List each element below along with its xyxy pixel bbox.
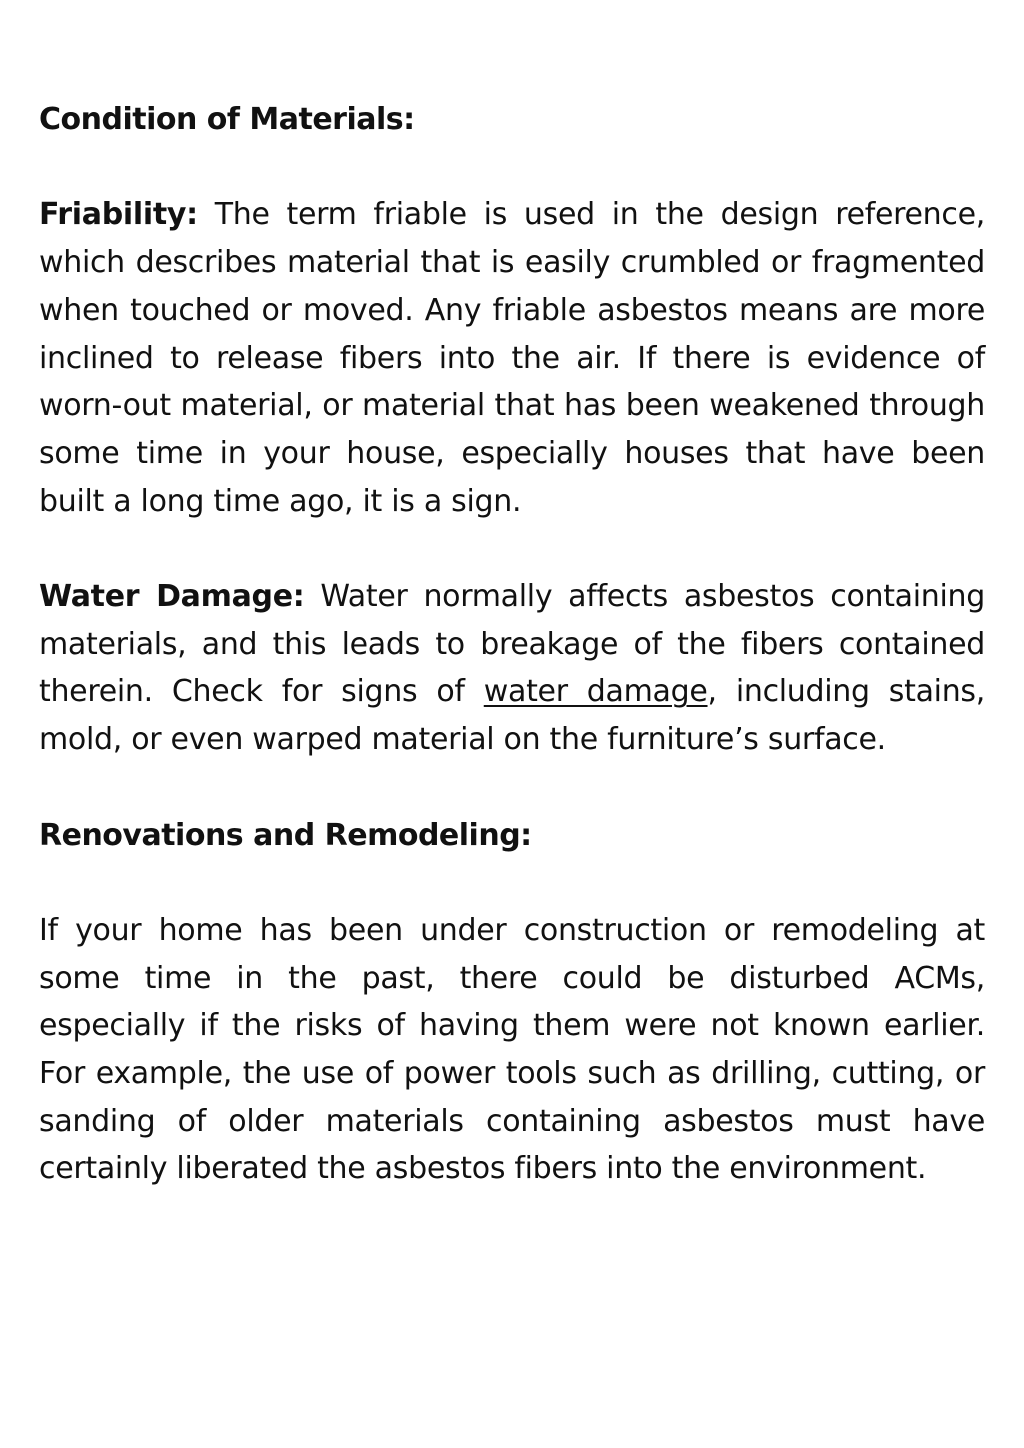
spacer <box>39 764 985 812</box>
water-damage-label: Water Damage: <box>39 579 305 614</box>
water-damage-text-after: , including stains, mold, or even warped material on the furniture’s surface. <box>39 674 986 758</box>
spacer <box>39 144 985 192</box>
condition-heading: Condition of Materials: <box>39 102 415 137</box>
water-damage-link[interactable]: water damage <box>483 674 708 710</box>
spacer <box>39 525 985 573</box>
document-page <box>39 96 985 1193</box>
water-damage-paragraph <box>39 573 985 764</box>
friability-paragraph <box>39 191 985 525</box>
friability-text: The term friable is used in the design reference, which describes material that is easily crumbled or fragmented when touched or moved. Any friable asbestos means are more inclined to release fibers into the air. If there is evidence of worn-out material, or material that has been weakened through some time in your house, especially houses that have been built a long time ago, it is a sign. <box>39 197 985 519</box>
water-damage-text-before: Water normally affects asbestos containing materials, and this leads to breakage of the fibers contained therein. Check for signs of <box>39 579 985 710</box>
spacer <box>39 859 985 907</box>
renovations-paragraph: If your home has been under construction or remodeling at some time in the past, there could be disturbed ACMs, especially if the risks of having them were not known earlier. For example, the use of power tools such as drilling, cutting, or sanding of older materials containing asbestos must have certainly liberated the asbestos fibers into the environment. <box>39 912 985 1187</box>
friability-label: Friability: <box>39 197 198 233</box>
renovations-heading: Renovations and Remodeling: <box>39 817 532 853</box>
